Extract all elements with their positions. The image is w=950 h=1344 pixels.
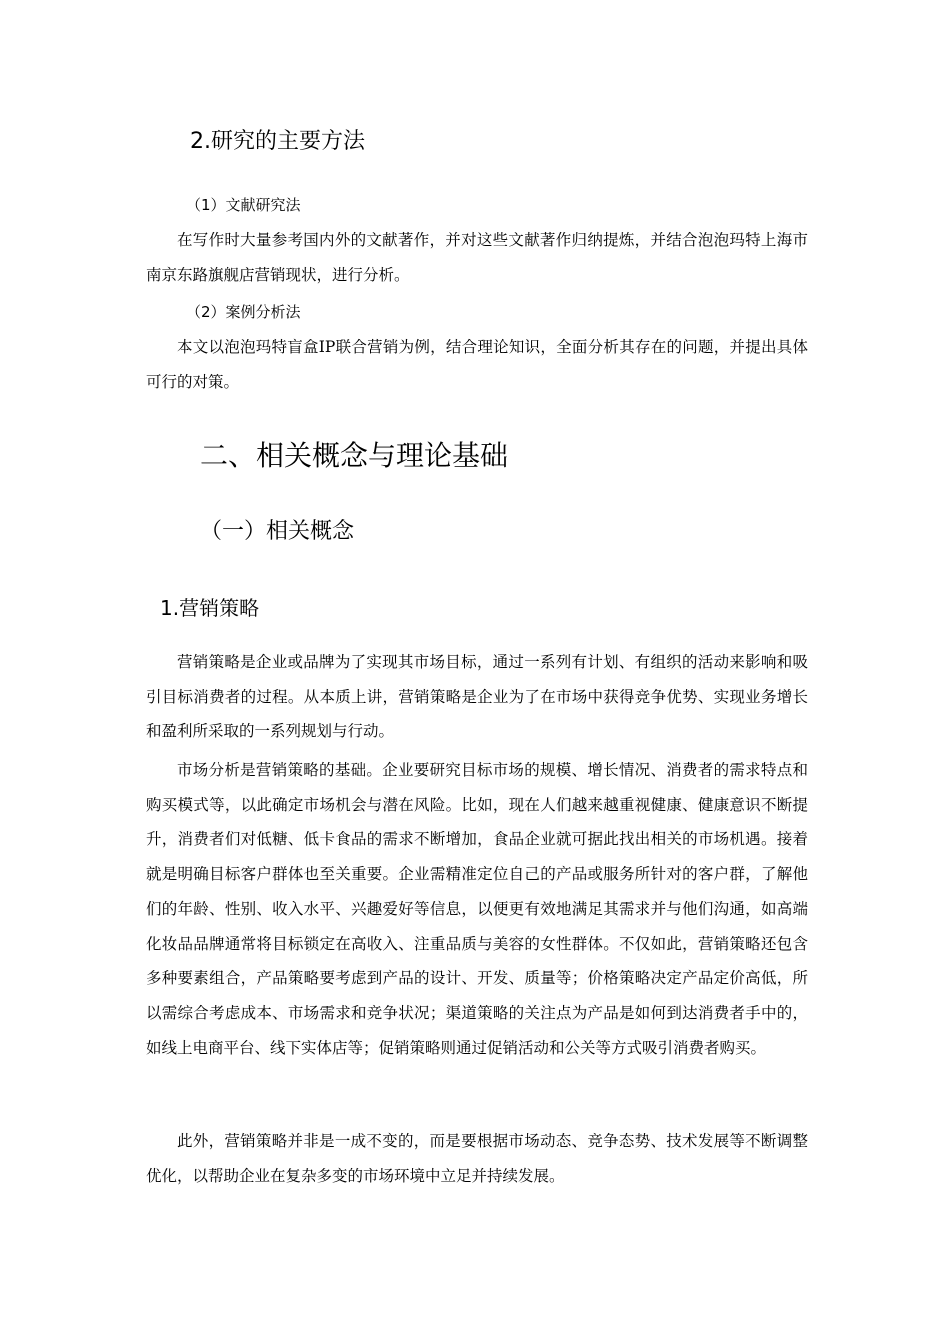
body-paragraph-3: 此外，营销策略并非是一成不变的，而是要根据市场动态、竞争态势、技术发展等不断调整优化，以帮助企业在复杂多变的市场环境中立足并持续发展。 xyxy=(146,1132,808,1185)
method-heading-case: （2）案例分析法 xyxy=(186,303,301,321)
method-heading-literature: （1）文献研究法 xyxy=(186,196,301,214)
body-paragraph-1: 营销策略是企业或品牌为了实现其市场目标，通过一系列有计划、有组织的活动来影响和吸引目标消费者的过程。从本质上讲，营销策略是企业为了在市场中获得竞争优势、实现业务增长和盈利所采取的一系列规划与行动。 xyxy=(146,653,808,741)
method-paragraph-case: 本文以泡泡玛特盲盒IP联合营销为例，结合理论知识，全面分析其存在的问题，并提出具体可行的对策。 xyxy=(146,338,808,391)
method-paragraph-literature: 在写作时大量参考国内外的文献著作，并对这些文献著作归纳提炼，并结合泡泡玛特上海市南京东路旗舰店营销现状，进行分析。 xyxy=(146,231,808,284)
subchapter-title: （一）相关概念 xyxy=(200,519,355,544)
chapter-title: 二、相关概念与理论基础 xyxy=(200,439,509,472)
body-paragraph-2: 市场分析是营销策略的基础。企业要研究目标市场的规模、增长情况、消费者的需求特点和购买模式等，以此确定市场机会与潜在风险。比如，现在人们越来越重视健康、健康意识不断提升，消费者们对低糖、低卡食品的需求不断增加，食品企业就可据此找出相关的市场机遇。接着就是明确目标客户群体也至关重要。企业需精准定位自己的产品或服务所针对的客户群，了解他们的年龄、性别、收入水平、兴趣爱好等信息，以便更有效地满足其需求并与他们沟通，如高端化妆品品牌通常将目标锁定在高收入、注重品质与美容的女性群体。不仅如此，营销策略还包含多种要素组合，产品策略要考虑到产品的设计、开发、质量等；价格策略决定产品定价高低，所以需综合考虑成本、市场需求和竞争状况；渠道策略的关注点为产品是如何到达消费者手中的，如线上电商平台、线下实体店等；促销策略则通过促销活动和公关等方式吸引消费者购买。 xyxy=(146,761,808,1057)
section-heading: 2.研究的主要方法 xyxy=(190,129,365,154)
point-heading: 1.营销策略 xyxy=(160,596,260,620)
